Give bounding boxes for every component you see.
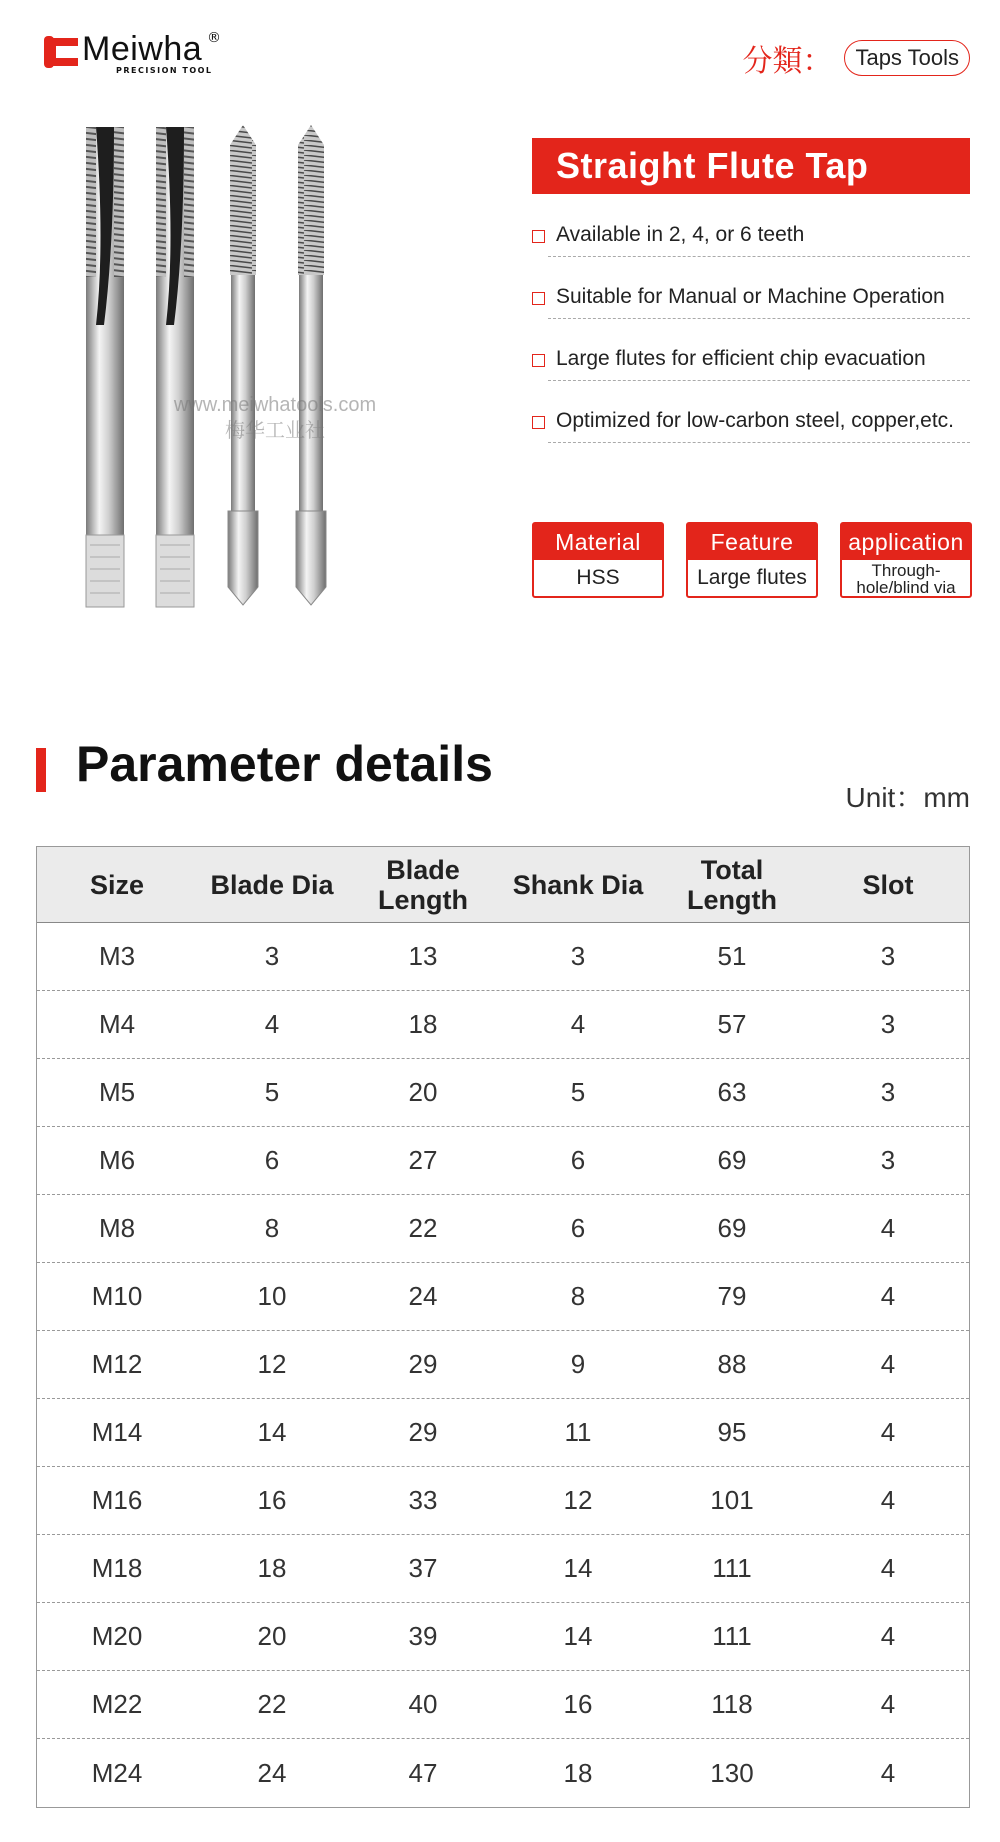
tap-1: [86, 127, 124, 607]
table-cell: 24: [257, 1757, 287, 1788]
category-label: 分類：: [742, 44, 833, 79]
spec-label: Material: [534, 524, 662, 560]
table-cell: 4: [880, 1553, 896, 1583]
table-cell: 4: [880, 1349, 896, 1379]
table-cell: 22: [257, 1689, 287, 1719]
brand-name: Meiwha: [82, 30, 203, 68]
watermark-cn: 梅华工业社: [225, 420, 325, 442]
table-cell: 63: [717, 1077, 747, 1107]
table-cell: 14: [563, 1553, 593, 1583]
checkbox-square-icon: [532, 292, 545, 305]
brand-logo: [42, 30, 232, 78]
table-cell: M5: [98, 1077, 136, 1107]
table-cell: 13: [408, 941, 438, 971]
feature-item: [532, 280, 992, 342]
section-accent-bar: [36, 748, 46, 792]
table-cell: 4: [880, 1485, 896, 1515]
parameter-table: [36, 846, 970, 1808]
table-cell: 6: [570, 1213, 586, 1243]
spec-value: Through- hole/blind via: [856, 561, 956, 597]
table-cell: 14: [563, 1621, 593, 1651]
table-cell: M6: [98, 1145, 136, 1175]
category-tag: [742, 36, 970, 80]
table-cell: 4: [880, 1213, 896, 1243]
spec-badge-feature: [686, 522, 818, 598]
meiwha-logo-mark-icon: [42, 34, 82, 70]
spec-badge-application: [840, 522, 972, 598]
table-row: [37, 1399, 969, 1467]
watermark: [140, 392, 410, 444]
section-title: Parameter details: [76, 736, 493, 792]
table-cell: M14: [91, 1417, 143, 1447]
table-cell: 16: [563, 1689, 593, 1719]
table-cell: 118: [711, 1689, 753, 1719]
spec-badge-material: [532, 522, 664, 598]
table-cell: 6: [264, 1145, 280, 1175]
table-cell: M8: [98, 1213, 136, 1243]
table-header: [37, 847, 969, 923]
table-cell: 111: [712, 1621, 752, 1651]
table-cell: M24: [91, 1757, 143, 1788]
unit-label: Unit：mm: [845, 782, 970, 813]
table-cell: M20: [91, 1621, 143, 1651]
table-cell: 37: [408, 1553, 438, 1583]
table-cell: 69: [717, 1145, 747, 1175]
table-cell: M10: [91, 1281, 143, 1311]
feature-text: Large flutes for efficient chip evacuation: [556, 347, 926, 370]
table-cell: 22: [408, 1213, 438, 1243]
table-cell: 39: [408, 1621, 438, 1651]
table-row: [37, 1671, 969, 1739]
table-body: [37, 923, 969, 1807]
table-cell: 95: [717, 1417, 747, 1447]
divider: [548, 256, 970, 257]
checkbox-square-icon: [532, 416, 545, 429]
table-row: [37, 1195, 969, 1263]
table-cell: 10: [257, 1281, 287, 1311]
divider: [548, 318, 970, 319]
table-cell: 47: [408, 1757, 438, 1788]
table-cell: M4: [98, 1009, 136, 1039]
table-cell: 12: [257, 1349, 287, 1379]
table-cell: 4: [880, 1621, 896, 1651]
table-cell: 33: [408, 1485, 438, 1515]
table-cell: 4: [570, 1009, 586, 1039]
table-cell: 101: [710, 1485, 754, 1515]
column-header: Size: [89, 869, 145, 900]
table-cell: 3: [880, 941, 896, 971]
table-row: [37, 1603, 969, 1671]
registered-mark: ®: [207, 30, 221, 46]
category-value[interactable]: Taps Tools: [844, 40, 970, 76]
table-cell: 20: [408, 1077, 438, 1107]
spec-value: Large flutes: [697, 566, 807, 589]
table-row: [37, 1467, 969, 1535]
table-cell: 16: [257, 1485, 287, 1515]
table-row: [37, 991, 969, 1059]
product-title: Straight Flute Tap: [532, 138, 970, 194]
column-header: Slot: [862, 869, 914, 900]
table-cell: 18: [563, 1757, 593, 1788]
table-cell: M18: [91, 1553, 143, 1583]
table-cell: 4: [880, 1281, 896, 1311]
table-cell: 29: [408, 1349, 438, 1379]
table-cell: 3: [264, 941, 280, 971]
table-row: [37, 923, 969, 991]
table-cell: 3: [880, 1077, 896, 1107]
column-header: Total Length: [687, 854, 777, 915]
checkbox-square-icon: [532, 230, 545, 243]
table-row: [37, 1331, 969, 1399]
table-cell: 51: [717, 941, 747, 971]
tap-4: [296, 125, 326, 605]
table-cell: M12: [91, 1349, 143, 1379]
table-cell: 4: [880, 1757, 896, 1788]
table-cell: M3: [98, 941, 136, 971]
column-header: Blade Length: [378, 854, 468, 915]
feature-text: Available in 2, 4, or 6 teeth: [556, 223, 805, 246]
tap-3: [228, 125, 258, 605]
table-cell: 5: [264, 1077, 280, 1107]
divider: [548, 380, 970, 381]
product-image: [70, 125, 420, 650]
watermark-url: www.meiwhatools.com: [173, 394, 377, 416]
table-row: [37, 1059, 969, 1127]
table-cell: 27: [408, 1145, 438, 1175]
table-cell: 111: [712, 1553, 752, 1583]
feature-text: Optimized for low-carbon steel, copper,etc.: [556, 409, 955, 432]
spec-value: HSS: [576, 566, 620, 589]
feature-text: Suitable for Manual or Machine Operation: [556, 285, 945, 308]
table-cell: 3: [880, 1009, 896, 1039]
column-header: Shank Dia: [512, 869, 644, 900]
column-header: Blade Dia: [210, 869, 334, 900]
spec-label: Feature: [688, 524, 816, 560]
table-row: [37, 1127, 969, 1195]
table-cell: 9: [570, 1349, 586, 1379]
table-cell: 4: [880, 1689, 896, 1719]
table-cell: 18: [257, 1553, 287, 1583]
table-cell: 6: [570, 1145, 586, 1175]
table-cell: 79: [717, 1281, 747, 1311]
table-cell: 4: [264, 1009, 280, 1039]
feature-item: [532, 404, 992, 466]
table-cell: 57: [717, 1009, 747, 1039]
table-cell: 14: [257, 1417, 287, 1447]
brand-tagline: PRECISION TOOL: [116, 66, 213, 75]
checkbox-square-icon: [532, 354, 545, 367]
feature-item: [532, 218, 992, 280]
table-cell: 12: [563, 1485, 593, 1515]
table-cell: 11: [564, 1417, 592, 1447]
table-cell: M22: [91, 1689, 143, 1719]
table-cell: 29: [408, 1417, 438, 1447]
table-cell: 69: [717, 1213, 747, 1243]
table-cell: 3: [880, 1145, 896, 1175]
feature-item: [532, 342, 992, 404]
table-cell: 5: [570, 1077, 586, 1107]
spec-label: application: [842, 524, 970, 560]
table-cell: 3: [570, 941, 586, 971]
table-cell: 88: [717, 1349, 747, 1379]
table-cell: 130: [710, 1757, 754, 1788]
table-cell: M16: [91, 1485, 143, 1515]
feature-list: [532, 218, 992, 466]
divider: [548, 442, 970, 443]
table-cell: 8: [264, 1213, 280, 1243]
table-cell: 40: [408, 1689, 438, 1719]
table-cell: 4: [880, 1417, 896, 1447]
table-row: [37, 1263, 969, 1331]
tap-2: [156, 127, 194, 607]
table-cell: 20: [257, 1621, 287, 1651]
table-cell: 8: [570, 1281, 586, 1311]
table-row: [37, 1739, 969, 1807]
table-cell: 24: [408, 1281, 438, 1311]
table-row: [37, 1535, 969, 1603]
spec-badges: [532, 522, 972, 598]
table-cell: 18: [408, 1009, 438, 1039]
